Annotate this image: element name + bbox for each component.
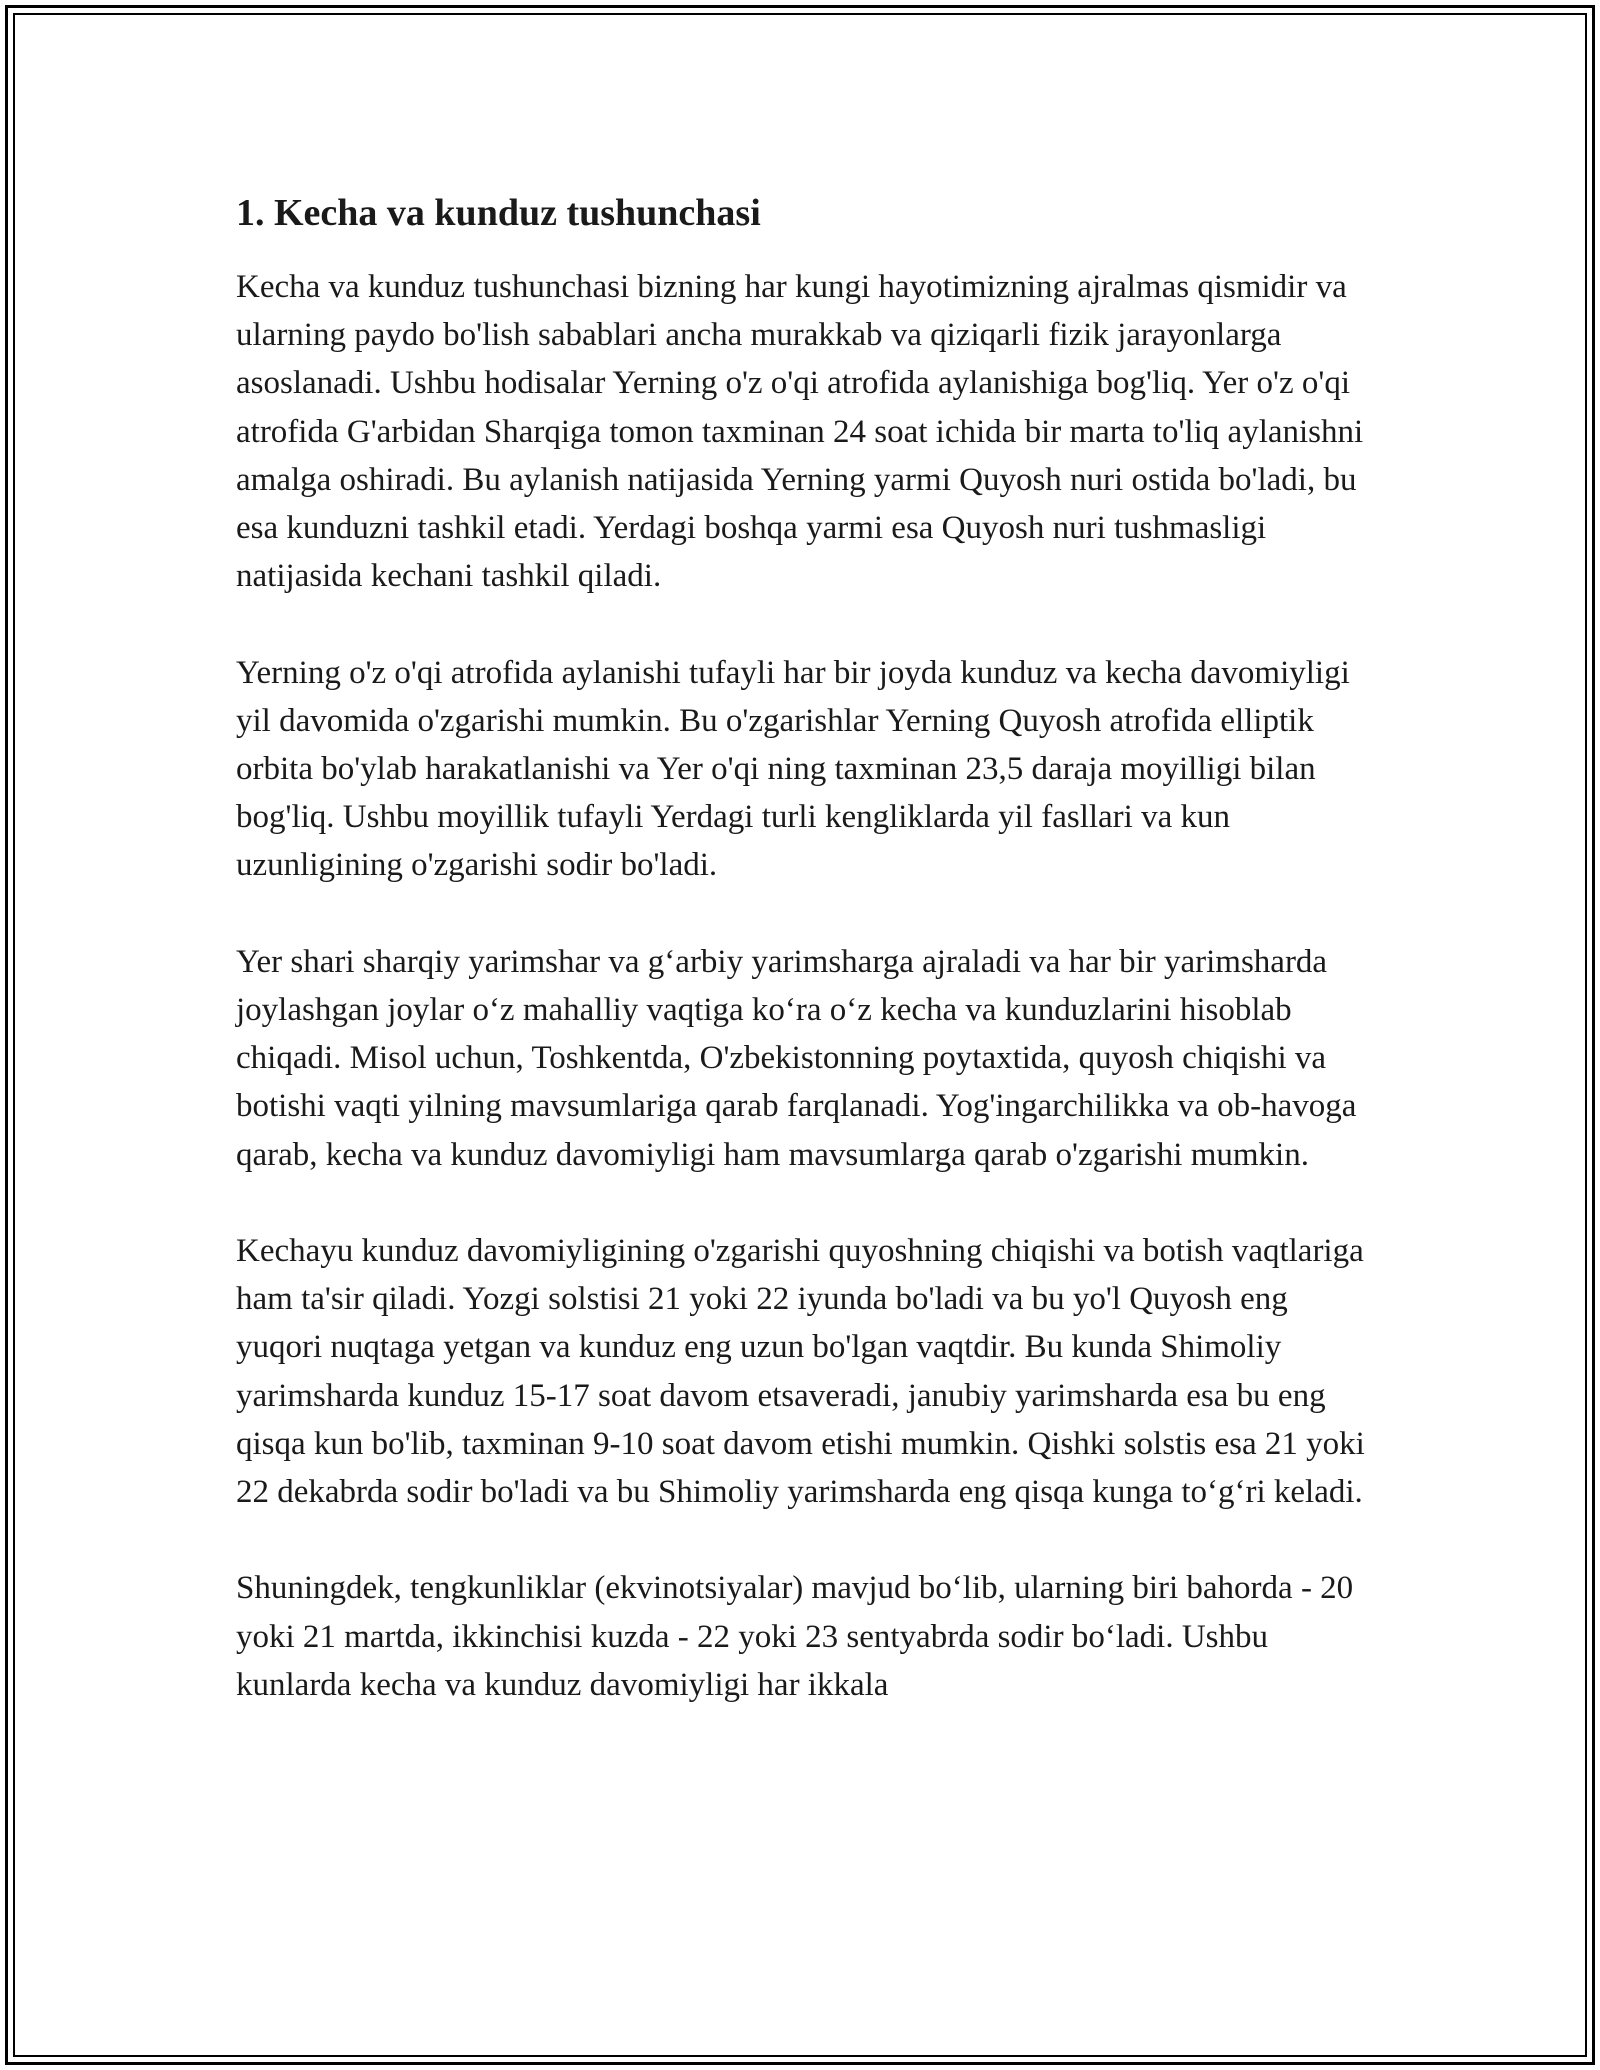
paragraph-4: Kechayu kunduz davomiyligining o'zgarishi quyoshning chiqishi va botish vaqtlariga ham ta'sir qiladi. Yozgi solstisi 21 yoki 22 iyunda bo'ladi va bu yo'l Quyosh eng yuqori nuqtaga yetgan va kunduz eng uzun bo'lgan vaqtdir. Bu kunda Shimoliy yarimsharda kunduz 15-17 soat davom etsaveradi, janubiy yarimsharda esa bu eng qisqa kun bo'lib, taxminan 9-10 soat davom etishi mumkin. Qishki solstis esa 21 yoki 22 dekabrda sodir bo'ladi va bu Shimoliy yarimsharda eng qisqa kunga to‘g‘ri keladi. bbox=[236, 1233, 1365, 1511]
paragraph-3: Yer shari sharqiy yarimshar va g‘arbiy yarimsharga ajraladi va har bir yarimsharda joylashgan joylar o‘z mahalliy vaqtiga ko‘ra o‘z kecha va kunduzlarini hisoblab chiqadi. Misol uchun, Toshkentda, O'zbekistonning poytaxtida, quyosh chiqishi va botishi vaqti yilning mavsumlariga qarab farqlanadi. Yog'ingarchilikka va ob-havoga qarab, kecha va kunduz davomiyligi ham mavsumlarga qarab o'zgarishi mumkin. bbox=[236, 943, 1357, 1173]
section-heading: 1. Kecha va kunduz tushunchasi bbox=[236, 192, 761, 234]
paragraph-1: Kecha va kunduz tushunchasi bizning har kungi hayotimizning ajralmas qismidir va ularning paydo bo'lish sabablari ancha murakkab va qiziqarli fizik jarayonlarga asoslanadi. Ushbu hodisalar Yerning o'z o'qi atrofida aylanishiga bog'liq. Yer o'z o'qi atrofida G'arbidan Sharqiga tomon taxminan 24 soat ichida bir marta to'liq aylanishni amalga oshiradi. Bu aylanish natijasida Yerning yarmi Quyosh nuri ostida bo'ladi, bu esa kunduzni tashkil etadi. Yerdagi boshqa yarmi esa Quyosh nuri tushmasligi natijasida kechani tashkil qiladi. bbox=[236, 269, 1364, 595]
paragraph-5: Shuningdek, tengkunliklar (ekvinotsiyalar) mavjud bo‘lib, ularning biri bahorda - 20 yoki 21 martda, ikkinchisi kuzda - 22 yoki 23 sentyabrda sodir bo‘ladi. Ushbu kunlarda kecha va kunduz davomiyligi har ikkala bbox=[236, 1570, 1354, 1703]
document-body bbox=[236, 185, 1376, 1709]
paragraph-2: Yerning o'z o'qi atrofida aylanishi tufayli har bir joyda kunduz va kecha davomiyligi yil davomida o'zgarishi mumkin. Bu o'zgarishlar Yerning Quyosh atrofida elliptik orbita bo'ylab harakatlanishi va Yer o'qi ning taxminan 23,5 daraja moyilligi bilan bog'liq. Ushbu moyillik tufayli Yerdagi turli kengliklarda yil fasllari va kun uzunligining o'zgarishi sodir bo'ladi. bbox=[236, 654, 1350, 884]
